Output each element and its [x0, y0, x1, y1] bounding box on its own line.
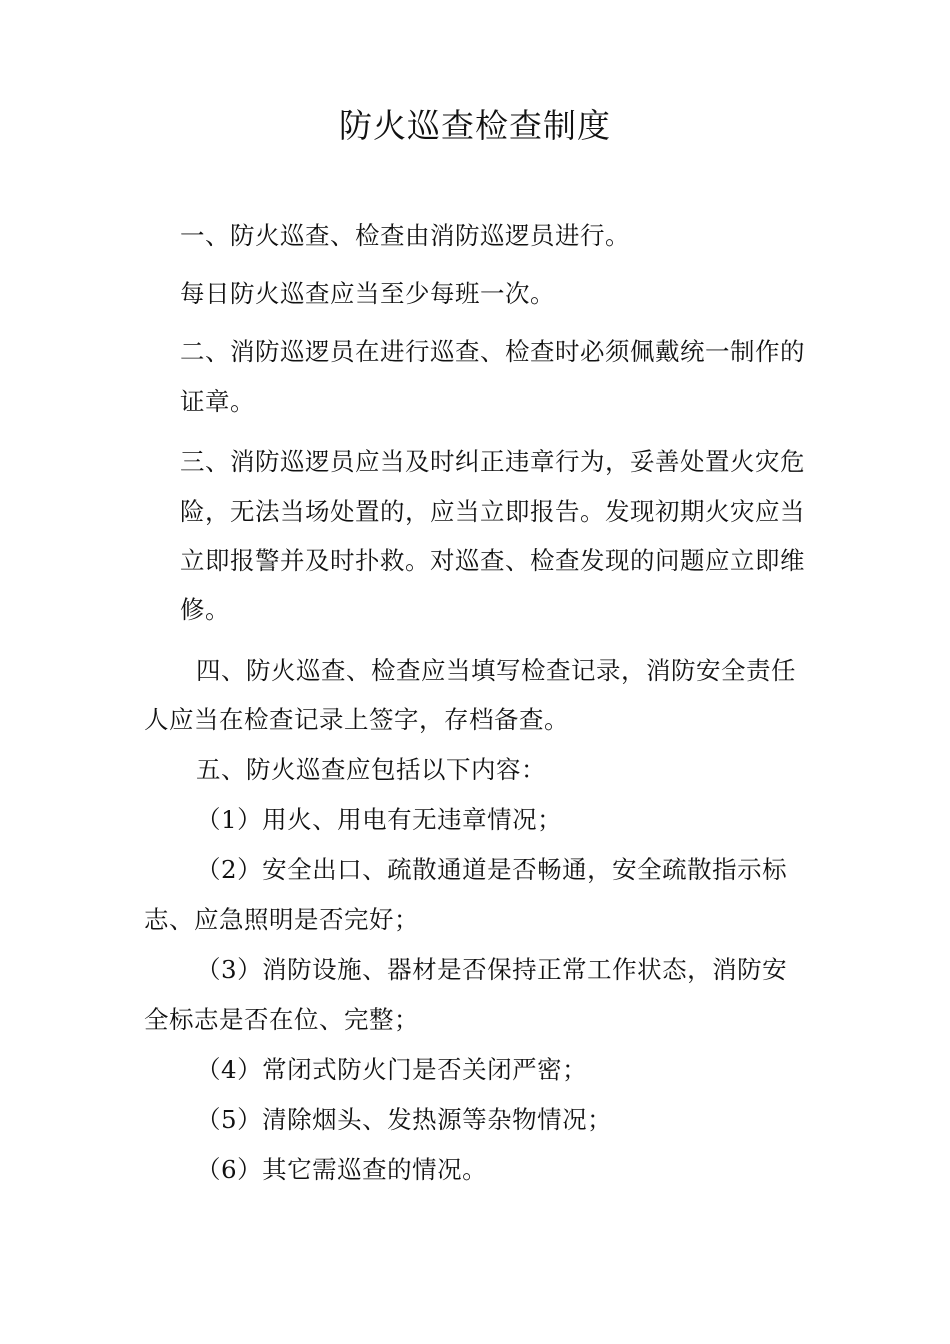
text-line: （6）其它需巡查的情况。	[196, 1155, 488, 1184]
text-line: （5）清除烟头、发热源等杂物情况；	[196, 1105, 613, 1134]
text-line: 每日防火巡查应当至少每班一次。	[180, 279, 555, 308]
text-line: （2）安全出口、疏散通道是否畅通，安全疏散指示标	[196, 855, 788, 884]
text-line: 志、应急照明是否完好；	[144, 905, 419, 934]
text-line: 一、防火巡查、检查由消防巡逻员进行。	[180, 221, 630, 250]
text-line: 证章。	[180, 387, 255, 416]
text-line: 二、消防巡逻员在进行巡查、检查时必须佩戴统一制作的	[180, 337, 805, 366]
text-line: 修。	[180, 595, 230, 624]
text-line: （4）常闭式防火门是否关闭严密；	[196, 1055, 588, 1084]
text-line: 五、防火巡查应包括以下内容：	[196, 755, 546, 784]
text-line: （1）用火、用电有无违章情况；	[196, 805, 563, 834]
text-line: 四、防火巡查、检查应当填写检查记录，消防安全责任	[196, 656, 796, 685]
text-line: 立即报警并及时扑救。对巡查、检查发现的问题应立即维	[180, 546, 805, 575]
text-line: 险，无法当场处置的，应当立即报告。发现初期火灾应当	[180, 497, 805, 526]
text-line: 全标志是否在位、完整；	[144, 1005, 419, 1034]
text-line: 人应当在检查记录上签字，存档备查。	[144, 705, 569, 734]
document-title: 防火巡查检查制度	[339, 106, 611, 145]
text-line: （3）消防设施、器材是否保持正常工作状态，消防安	[196, 955, 788, 984]
text-line: 三、消防巡逻员应当及时纠正违章行为，妥善处置火灾危	[180, 447, 805, 476]
